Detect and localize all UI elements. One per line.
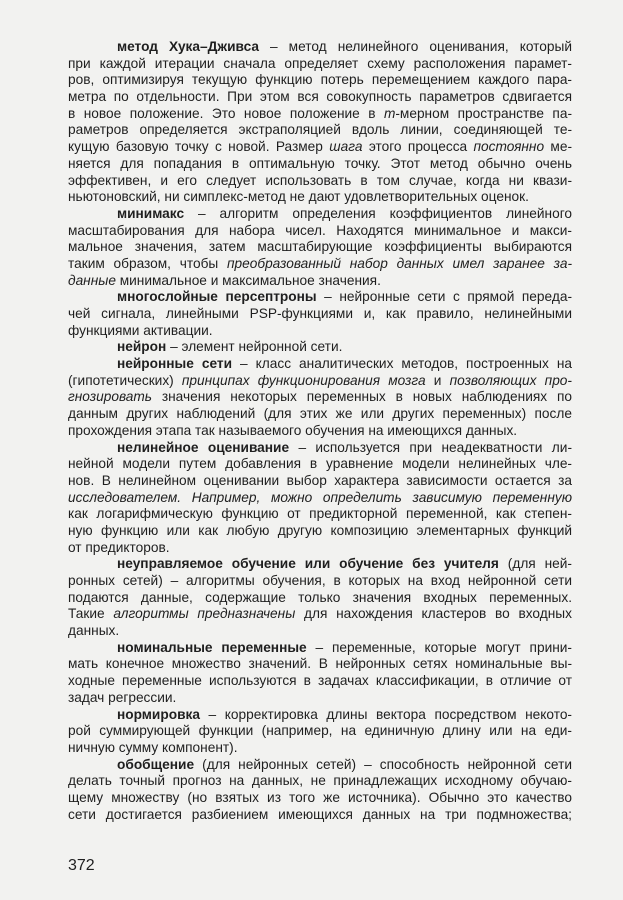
body-text: таким образом, чтобы bbox=[68, 255, 227, 271]
text-line bbox=[68, 256, 572, 273]
text-line bbox=[68, 89, 572, 106]
text-line bbox=[68, 523, 572, 540]
body-text: делать точный прогноз на данных, не принадлежащих исходному обучаю- bbox=[68, 773, 572, 789]
body-text: значения некоторых переменных в новых наблюдениях по bbox=[152, 389, 572, 405]
body-text: Такие bbox=[68, 606, 114, 622]
text-line bbox=[68, 790, 572, 807]
text-line bbox=[68, 72, 572, 89]
page-number: 372 bbox=[68, 857, 95, 874]
glossary-entry bbox=[68, 757, 572, 824]
text-line bbox=[68, 690, 572, 707]
body-text: данным других наблюдений (для этих же или других переменных) после bbox=[68, 406, 572, 422]
emphasis-text: данные bbox=[68, 272, 116, 288]
body-text: подаются данные, содержащие только значения входных переменных. bbox=[68, 589, 572, 605]
body-text: для нахождения кластеров во входных bbox=[295, 606, 572, 622]
glossary-term: минимакс bbox=[117, 205, 185, 221]
glossary-entry bbox=[68, 289, 572, 339]
glossary-term: обобщение bbox=[117, 756, 195, 772]
body-text: ньютоновский, ни симплекс-метод не дают удовлетворительных оценок. bbox=[68, 189, 529, 205]
text-line bbox=[68, 456, 572, 473]
body-text: нов. В нелинейном оценивании выбор характера зависимости остается за bbox=[68, 472, 572, 488]
text-line bbox=[68, 440, 572, 457]
body-text: – переменные, которые могут прини- bbox=[306, 639, 572, 655]
emphasis-text: m bbox=[383, 105, 396, 121]
glossary-term: нейрон bbox=[117, 339, 167, 355]
text-line bbox=[68, 389, 572, 406]
text-line bbox=[68, 223, 572, 240]
text-line bbox=[68, 56, 572, 73]
glossary-entry bbox=[68, 556, 572, 639]
text-line bbox=[68, 656, 572, 673]
text-line bbox=[68, 106, 572, 123]
body-text: мать конечное множество значений. В нейронных сетях номинальные вы- bbox=[68, 656, 572, 672]
glossary-entry bbox=[68, 707, 572, 757]
text-line bbox=[68, 573, 572, 590]
glossary-entry bbox=[68, 339, 572, 356]
body-text: – корректировка длины вектора посредством некото- bbox=[199, 706, 572, 722]
text-line bbox=[68, 556, 572, 573]
body-text: – элемент нейронной сети. bbox=[166, 339, 343, 355]
text-line bbox=[68, 273, 572, 290]
text-line bbox=[68, 373, 572, 390]
body-text: щему множеству (но взятых из того же источника). Обычно это качество bbox=[68, 789, 572, 805]
body-text: – метод нелинейного оценивания, который bbox=[258, 39, 572, 54]
body-text: этого процесса bbox=[362, 139, 474, 155]
glossary-term: нейронные сети bbox=[117, 356, 233, 372]
emphasis-text: преобразованный набор данных имел заранее за- bbox=[227, 255, 572, 271]
body-text: (для ней- bbox=[498, 556, 572, 572]
body-text: – нейронные сети с прямой переда- bbox=[316, 289, 573, 305]
emphasis-text: шага bbox=[329, 139, 363, 155]
body-text: няется для попадания в оптимальную точку. Этот метод обычно очень bbox=[68, 155, 572, 171]
body-text: ронных сетей) – алгоритмы обучения, в которых на вход нейронной сети bbox=[68, 573, 572, 588]
body-text: прохождения этапа так называемого обучения на имеющихся данных. bbox=[68, 422, 518, 438]
text-line bbox=[68, 623, 572, 640]
body-text: ходные переменные используются в задачах классификации, в отличие от bbox=[68, 673, 572, 689]
glossary-entry bbox=[68, 39, 572, 206]
text-line bbox=[68, 423, 572, 440]
body-text: в новое положение. Это новое положение в bbox=[68, 105, 384, 121]
body-text: данных. bbox=[68, 623, 120, 639]
body-text: минимальное и максимальное значения. bbox=[115, 272, 381, 288]
text-line bbox=[68, 540, 572, 557]
body-text: масштабирования для набора чисел. Находятся минимальное и макси- bbox=[68, 222, 572, 238]
body-text: нейной модели путем добавления в уравнение модели нелинейных чле- bbox=[68, 456, 572, 472]
body-text: чей сигнала, линейными PSP-функциями и, как правило, нелинейными bbox=[68, 306, 572, 321]
body-text: – используется при неадекватности ли- bbox=[289, 439, 572, 455]
text-line bbox=[68, 39, 572, 56]
text-line bbox=[68, 339, 572, 356]
body-text: от предикторов. bbox=[68, 539, 170, 555]
glossary-term: многослойные персептроны bbox=[117, 289, 317, 305]
body-text: как логарифмическую функцию от предикторной переменной, как степен- bbox=[68, 506, 572, 522]
text-line bbox=[68, 356, 572, 373]
body-text: при каждой итерации сначала определяет схему расположения парамет- bbox=[68, 55, 572, 71]
body-text: функциями активации. bbox=[68, 322, 213, 338]
body-text: задач регрессии. bbox=[68, 689, 177, 705]
body-text: раметров определяется экстраполяцией вдоль линии, соединяющей те- bbox=[68, 122, 572, 138]
body-text: ров, оптимизируя текущую функцию потерь перемещением каждого пара- bbox=[68, 72, 572, 88]
text-line bbox=[68, 723, 572, 740]
body-text: метра по отдельности. При этом вся совокупность параметров сдвигается bbox=[68, 89, 572, 105]
body-text: – алгоритм определения коэффициентов линейного bbox=[184, 205, 572, 221]
glossary-entry bbox=[68, 356, 572, 439]
body-text: ную функцию или как любую другую композицию элементарных функций bbox=[68, 522, 572, 538]
text-line bbox=[68, 590, 572, 607]
text-line bbox=[68, 606, 572, 623]
body-text: -мерном пространстве па- bbox=[395, 105, 573, 121]
emphasis-text: постоянно bbox=[473, 139, 545, 155]
body-text: эффективен, и его следует использовать в том случае, когда ни квази- bbox=[68, 172, 572, 188]
body-text: (гипотетических) bbox=[68, 372, 182, 388]
glossary-term: нормировка bbox=[117, 706, 200, 722]
text-line bbox=[68, 239, 572, 256]
emphasis-text: алгоритмы предназначены bbox=[113, 606, 296, 622]
text-line bbox=[68, 206, 572, 223]
text-line bbox=[68, 189, 572, 206]
text-line bbox=[68, 490, 572, 507]
glossary-text bbox=[68, 39, 572, 823]
text-line bbox=[68, 173, 572, 190]
glossary-term: номинальные переменные bbox=[117, 639, 307, 655]
text-line bbox=[68, 640, 572, 657]
text-line bbox=[68, 156, 572, 173]
text-line bbox=[68, 773, 572, 790]
text-line bbox=[68, 757, 572, 774]
emphasis-text: гнозировать bbox=[68, 389, 152, 405]
body-text: и bbox=[425, 372, 450, 388]
text-line bbox=[68, 406, 572, 423]
text-line bbox=[68, 740, 572, 757]
text-line bbox=[68, 306, 572, 323]
emphasis-text: принципах функционирования мозга bbox=[181, 372, 426, 388]
body-text: рой суммирующей функции (например, на единичную длину или на еди- bbox=[68, 723, 572, 739]
emphasis-text: исследователем. Например, можно определить зависимую переменную bbox=[68, 489, 572, 505]
body-text: (для нейронных сетей) – способность нейронной сети bbox=[194, 756, 572, 772]
text-line bbox=[68, 323, 572, 340]
emphasis-text: позволяющих про- bbox=[449, 372, 572, 388]
glossary-entry bbox=[68, 440, 572, 557]
text-line bbox=[68, 289, 572, 306]
glossary-term: нелинейное оценивание bbox=[117, 439, 290, 455]
text-line bbox=[68, 139, 572, 156]
body-text: мальное значения, затем масштабирующие коэффициенты выбираются bbox=[68, 239, 572, 255]
text-line bbox=[68, 673, 572, 690]
glossary-entry bbox=[68, 206, 572, 289]
body-text: – класс аналитических методов, построенных на bbox=[232, 356, 572, 372]
body-text: ничную сумму компонент). bbox=[68, 739, 238, 755]
body-text: ме- bbox=[544, 139, 573, 155]
body-text: кущую базовую точку с новой. Размер bbox=[68, 139, 330, 155]
body-text: сети достигается разбиением имеющихся данных на три подмножества; bbox=[68, 806, 572, 822]
text-line bbox=[68, 707, 572, 724]
text-line bbox=[68, 506, 572, 523]
glossary-term: метод Хука–Дживса bbox=[117, 39, 259, 54]
glossary-entry bbox=[68, 640, 572, 707]
glossary-term: неуправляемое обучение или обучение без учителя bbox=[117, 556, 499, 572]
text-line bbox=[68, 122, 572, 139]
text-line bbox=[68, 473, 572, 490]
text-line bbox=[68, 807, 572, 824]
